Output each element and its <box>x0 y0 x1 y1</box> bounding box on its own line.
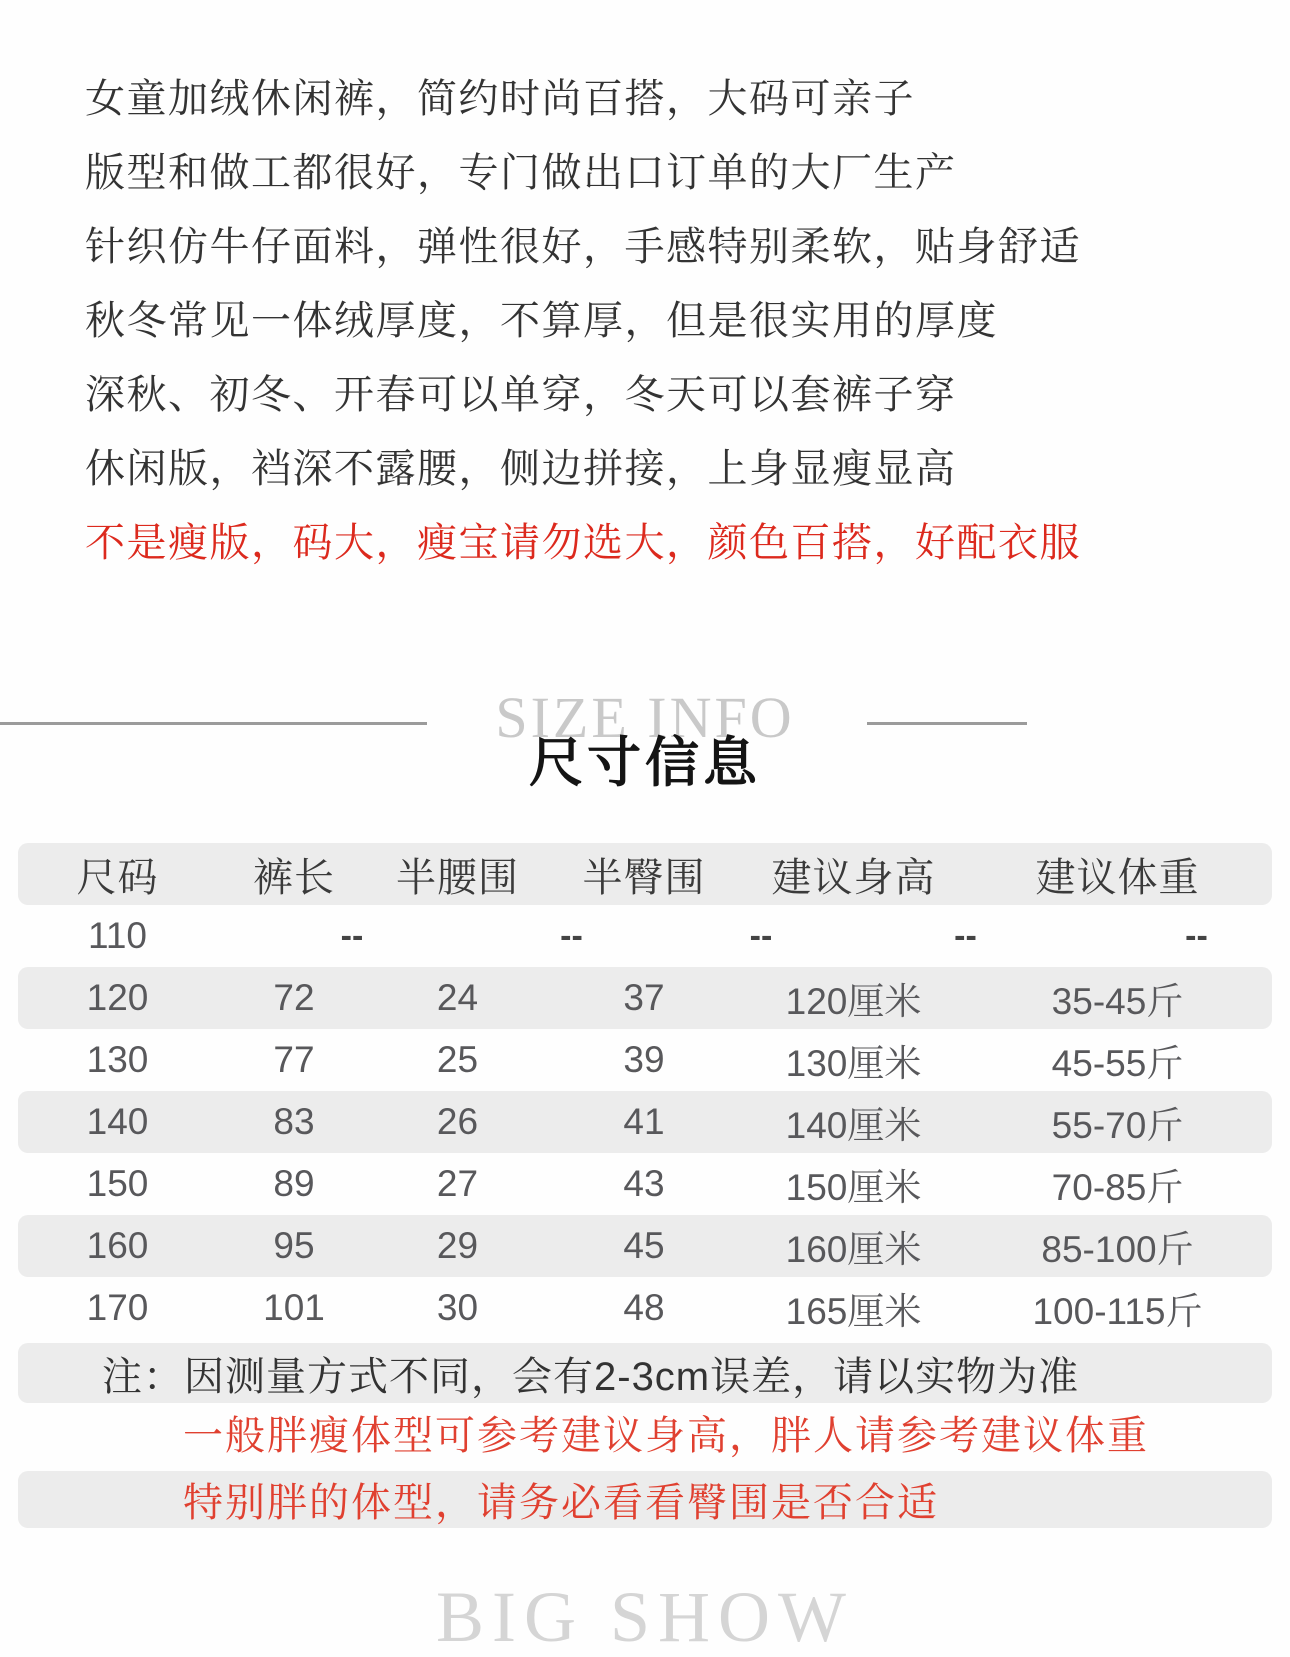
table-cell: 77 <box>273 1039 315 1080</box>
table-cell: 120 <box>86 977 149 1018</box>
fit-advice-note-2: 特别胖的体型，请务必看看臀围是否合适 <box>183 1481 939 1525</box>
table-cell: 120厘米 <box>785 981 922 1022</box>
table-row <box>18 1153 1272 1215</box>
table-cell: -- <box>1185 916 1208 955</box>
table-cell: 41 <box>623 1101 665 1142</box>
column-header-waist: 半腰围 <box>396 855 519 900</box>
description-highlight-line: 不是瘦版，码大，瘦宝请勿选大，颜色百搭，好配衣服 <box>85 521 1081 565</box>
table-cell: 100-115斤 <box>1032 1291 1203 1332</box>
table-cell: 83 <box>273 1101 315 1142</box>
table-cell: -- <box>560 916 583 955</box>
table-cell: 72 <box>273 977 315 1018</box>
column-header-length: 裤长 <box>253 855 335 900</box>
column-header-size: 尺码 <box>76 855 159 900</box>
fit-advice-note-1: 一般胖瘦体型可参考建议身高，胖人请参考建议体重 <box>183 1414 1149 1458</box>
table-row <box>18 1029 1272 1091</box>
table-cell: 43 <box>623 1163 665 1204</box>
table-cell: 37 <box>623 977 665 1018</box>
table-row <box>18 1277 1272 1339</box>
description-line: 休闲版，裆深不露腰，侧边拼接，上身显瘦显高 <box>85 447 957 491</box>
description-line: 女童加绒休闲裤，简约时尚百搭，大码可亲子 <box>85 77 915 121</box>
table-cell: 45 <box>623 1225 665 1266</box>
table-cell: 89 <box>273 1163 315 1204</box>
table-cell: 160厘米 <box>785 1229 922 1270</box>
table-cell: 48 <box>623 1287 665 1328</box>
size-table <box>18 843 1272 1403</box>
measurement-note: 注：因测量方式不同，会有2-3cm误差，请以实物为准 <box>18 1343 1272 1403</box>
table-row <box>18 1215 1272 1277</box>
next-section-title: BIG SHOW <box>436 1577 854 1657</box>
table-cell: 110 <box>88 915 147 956</box>
section-title-en: SIZE INFO <box>495 685 795 750</box>
table-cell: 85-100斤 <box>1041 1229 1194 1270</box>
table-cell: 29 <box>436 1225 479 1266</box>
table-cell: 39 <box>623 1039 665 1080</box>
table-cell: 55-70斤 <box>1051 1105 1184 1146</box>
table-cell: 30 <box>436 1287 479 1328</box>
table-cell: 160 <box>86 1225 149 1266</box>
table-row <box>18 1091 1272 1153</box>
table-cell: 130 <box>86 1039 149 1080</box>
table-cell: -- <box>749 916 773 955</box>
description-line: 版型和做工都很好，专门做出口订单的大厂生产 <box>85 151 957 195</box>
table-cell: 140厘米 <box>785 1105 922 1146</box>
column-header-hip: 半臀围 <box>582 855 706 900</box>
section-title-zh: 尺寸信息 <box>529 733 761 793</box>
table-cell: 150厘米 <box>785 1167 922 1208</box>
table-row <box>18 905 1272 967</box>
description-line: 秋冬常见一体绒厚度，不算厚，但是很实用的厚度 <box>85 299 998 343</box>
table-row <box>18 967 1272 1029</box>
table-cell: 26 <box>436 1101 479 1142</box>
column-header-height: 建议身高 <box>771 855 936 900</box>
table-cell: 45-55斤 <box>1051 1043 1184 1084</box>
product-description <box>85 62 1081 580</box>
size-table-header-row <box>18 843 1272 905</box>
table-cell: 140 <box>86 1101 149 1142</box>
table-cell: 165厘米 <box>785 1291 922 1332</box>
table-cell: 101 <box>263 1287 325 1328</box>
table-cell: 170 <box>86 1287 149 1328</box>
table-cell: -- <box>340 916 364 955</box>
fit-advice-note-2-band <box>18 1471 1272 1528</box>
table-cell: -- <box>954 916 977 955</box>
table-cell: 35-45斤 <box>1051 981 1184 1022</box>
description-line: 针织仿牛仔面料，弹性很好，手感特别柔软，贴身舒适 <box>85 225 1081 269</box>
table-cell: 70-85斤 <box>1051 1167 1184 1208</box>
table-cell: 27 <box>436 1163 479 1204</box>
table-cell: 24 <box>436 977 479 1018</box>
table-cell: 95 <box>273 1225 315 1266</box>
table-cell: 150 <box>86 1163 149 1204</box>
table-cell: 130厘米 <box>785 1043 922 1084</box>
description-line: 深秋、初冬、开春可以单穿，冬天可以套裤子穿 <box>85 373 957 417</box>
column-header-weight: 建议体重 <box>1035 855 1200 900</box>
table-cell: 25 <box>436 1039 479 1080</box>
